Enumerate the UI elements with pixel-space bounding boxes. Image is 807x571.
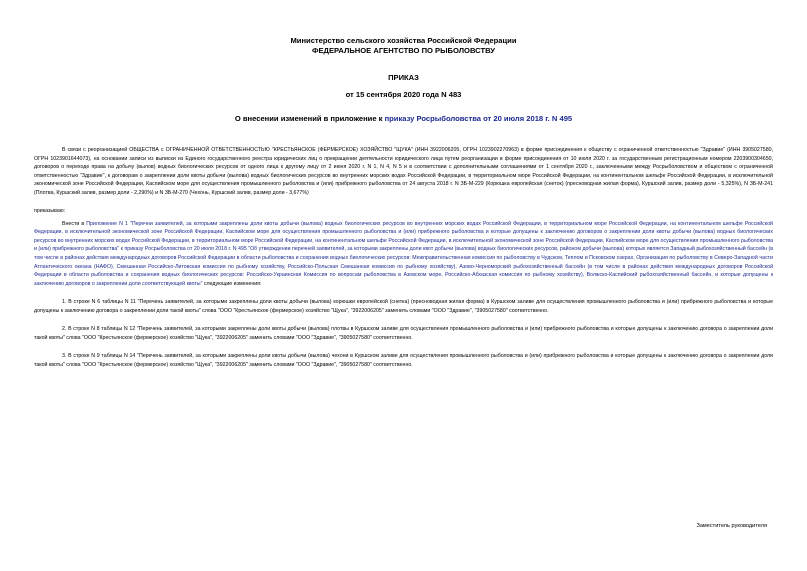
amendment-item-1: 1. В строке N 6 таблицы N 11 "Перечень заявителей, за которыми закреплены доли квоты добычи (вылова) корюшки европейской (снетка) (пресноводная жилая форма) в Куршском заливе для осуществления промышленного рыболовства и (или) прибрежного рыболовства и которые допущены к заключению договора о закреплении доли такой квоты" слова "ООО "Крестьянское (фермерское) хозяйство "Щука", "3922006205" заменить словами "ООО "Здравие", "3905027580" соответственно. bbox=[34, 299, 773, 314]
document-subject bbox=[34, 114, 773, 124]
preamble-paragraph: В связи с реорганизацией ОБЩЕСТВА с ОГРАНИЧЕННОЙ ОТВЕТСТВЕННОСТЬЮ "КРЕСТЬЯНСКОЕ (ФЕРМЕРСКОЕ) ХОЗЯЙСТВО "ЩУКА" (ИНН 3922006205, ОГРН 1023902270963) в форме присоединения к обществу с ограниченной ответственностью "Здравие" (ИНН 3905027580, ОГРН 1023901644073), на основании записи из выписки из Единого государственного реестра юридических лиц о прекращении деятельности юридического лица путем реорганизации в форме присоединения от 10 июля 2020 г. за государственным регистрационным номером 2203900304650, договоров о переходе права на добычу (вылов) водных биологических ресурсов от одного лица к другому лицу от 2 июня 2020 г. N 1, N 4, N 5 и в соответствии с дополнительными соглашениями от 1 сентября 2020 г., заключенными между Росрыболовством и обществом с ограниченной ответственностью "Здравие", к договорам о закреплении доли квоты добычи (вылова) водных биологических ресурсов во внутренних морских водах Российской Федерации, в территориальном море Российской Федерации, на континентальном шельфе Российской Федерации, в исключительной экономической зоне Российской Федерации, Каспийском море для осуществления промышленного рыболовства и (или) прибрежного рыболовства от 24 августа 2018 г. N ЗБ-М-229 (Корюшка европейская (снеток) (пресноводная жилая форма), Куршский залив, размер доли - 5,325%), N ЗБ-М-241 (Плотва, Куршский залив, размер доли - 2,290%) и N ЗБ-М-270 (Чехонь, Куршский залив, размер доли - 3,677%) bbox=[34, 147, 773, 196]
amendment-item-2: 2. В строке N 8 таблицы N 12 "Перечень заявителей, за которыми закреплены доли квоты добычи (вылова) плотвы в Куршском заливе для осуществления промышленного рыболовства и (или) прибрежного рыболовства и которые допущены к заключению договора о закреплении доли такой квоты" слова "ООО "Крестьянское (фермерское) хозяйство "Щука", "3922006205" заменить словами "ООО "Здравие", "3905027580" соответственно. bbox=[34, 326, 773, 341]
ministry-name: Министерство сельского хозяйства Российской Федерации bbox=[290, 36, 517, 45]
appendix-link[interactable]: Приложение N 1 "Перечни заявителей, за которыми закреплены доли квоты добычи (вылова) водных биологических ресурсов во внутренних морских водах Российской Федерации, в территориальном море Российской Федерации, на континентальном шельфе Российской Федерации, в исключительной экономической зоне Российской Федерации, Каспийском море для осуществления промышленного рыболовства и (или) прибрежного рыболовства и которые допущены к заключению договоров о закреплении доли квоты добычи (вылова) водных биологических ресурсов во внутренних морских водах Российской Федерации, в территориальном море Российской Федерации, на континентальном шельфе Российской Федерации, в исключительной экономической зоне Российской Федерации, Каспийском море для осуществления промышленного рыболовства и (или) прибрежного рыболовства" к приказу Росрыболовства от 20 июля 2018 г. N 495 "Об утверждении перечней заявителей, за которыми закреплены доли квот добычи (вылова) водных биологических ресурсов, районом добычи (вылова) которых является Западный рыбохозяйственный бассейн (в том числе в районах действия международных договоров Российской Федерации в области рыболовства и сохранения водных биологических ресурсов: Межправительственная комиссия по рыболовству в Чудском, Теплом и Псковском озерах, Организация по рыболовству в Северо-Западной части Атлантического океана (НАФО), Смешанная Российско-Литовская комиссия по рыбному хозяйству, Российско-Польская Смешанная комиссия по рыбному хозяйству), Азово-Черноморский рыбохозяйственный бассейн (в том числе в районах действия международных договоров Российской Федерации в области рыболовства и сохранения водных биологических ресурсов: Российско-Украинская Комиссия по вопросам рыболовства в Азовском море, Российско-Абхазская комиссия по рыбному хозяйству), Волжско-Каспийский рыбохозяйственный бассейн, и которые допущены к заключению договоров о закреплении доли соответствующей квоты" bbox=[34, 220, 773, 287]
p1-outro: следующие изменения: bbox=[202, 280, 262, 287]
document-header bbox=[34, 36, 773, 124]
p1-intro: Внести в bbox=[62, 220, 87, 227]
document-date-number: от 15 сентября 2020 года N 483 bbox=[345, 90, 462, 99]
paragraph-amendment-intro bbox=[34, 220, 773, 288]
signature-position: Заместитель руководителя bbox=[696, 523, 767, 529]
subject-prefix: О внесении изменений в приложение к bbox=[234, 114, 385, 123]
agency-name: ФЕДЕРАЛЬНОЕ АГЕНТСТВО ПО РЫБОЛОВСТВУ bbox=[312, 46, 495, 55]
subject-link[interactable]: приказу Росрыболовства от 20 июля 2018 г. N 495 bbox=[384, 114, 573, 123]
document-type: ПРИКАЗ bbox=[388, 73, 419, 82]
document-body bbox=[34, 146, 773, 369]
order-word: приказываю: bbox=[34, 208, 66, 215]
amendment-item-3: 3. В строке N 9 таблицы N 14 "Перечень заявителей, за которыми закреплены доли квоты добычи (вылова) чехони в Куршском заливе для осуществления промышленного рыболовства и (или) прибрежного рыболовства и которые допущены к заключению договора о закреплении доли такой квоты" слова "ООО "Крестьянское (фермерское) хозяйство "Щука", "3922006205" заменить словами "ООО "Здравие", "3905027580" соответственно. bbox=[34, 353, 773, 368]
